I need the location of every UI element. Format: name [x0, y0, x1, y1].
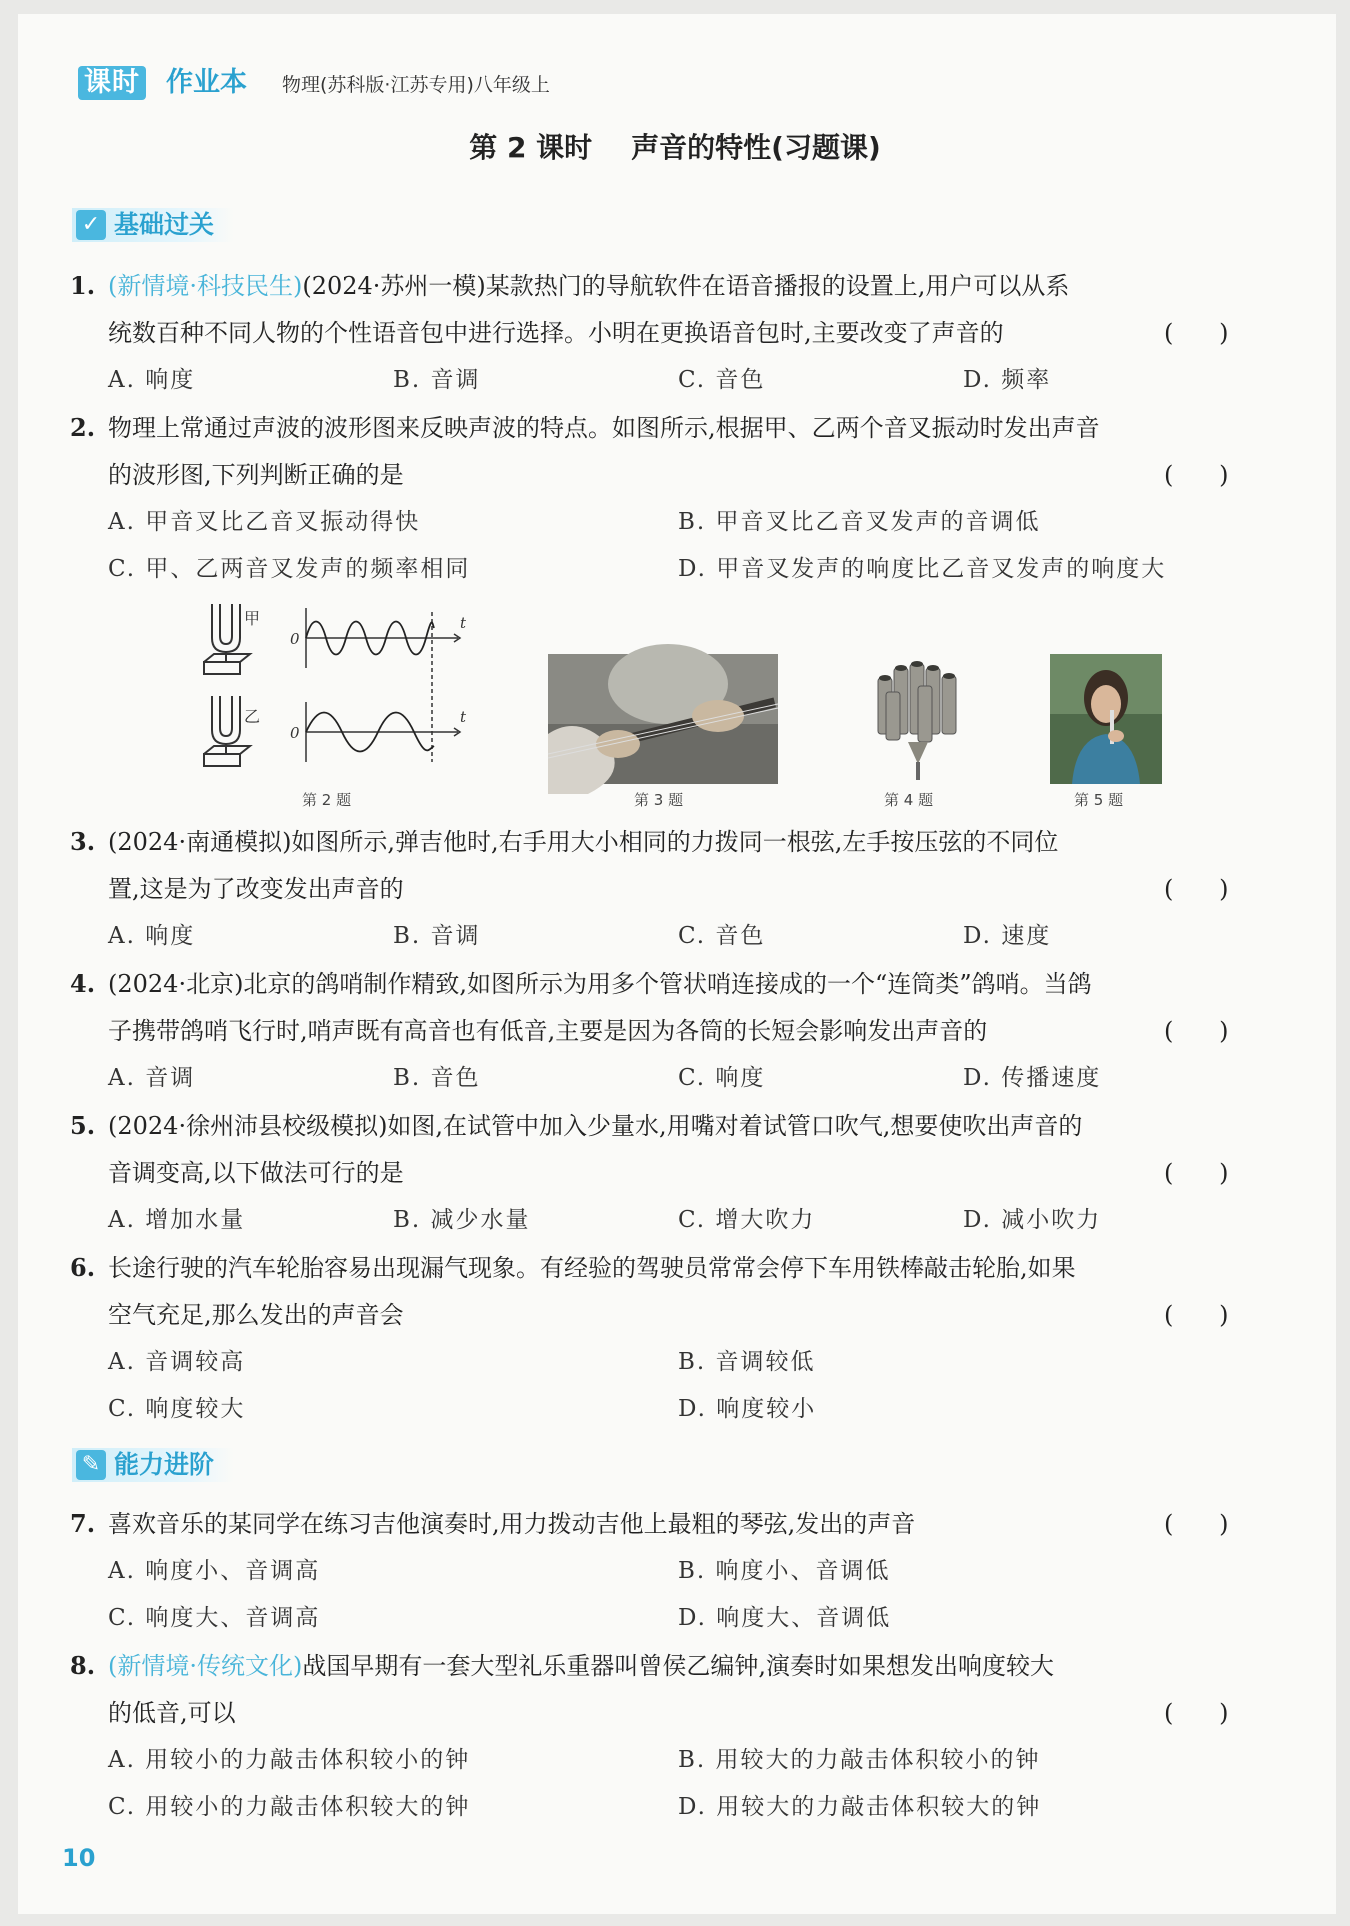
question-2-option-a[interactable]: A. 甲音叉比乙音叉振动得快 [108, 509, 421, 535]
figure-caption-q3: 第 3 题 [634, 791, 684, 809]
question-3-answer-blank[interactable]: ( ) [1164, 875, 1229, 903]
question-8-option-d[interactable]: D. 用较大的力敲击体积较大的钟 [678, 1794, 1042, 1820]
question-6-line-2: 空气充足,那么发出的声音会 [108, 1301, 404, 1329]
question-7-option-d[interactable]: D. 响度大、音调低 [678, 1605, 892, 1631]
brand-logo-box: 课时 [78, 66, 146, 100]
section-label-advanced: 能力进阶 [114, 1450, 215, 1479]
question-7-line-1: 喜欢音乐的某同学在练习吉他演奏时,用力拨动吉他上最粗的琴弦,发出的声音 [108, 1510, 916, 1538]
question-6-option-b[interactable]: B. 音调较低 [678, 1349, 816, 1375]
question-5-option-b[interactable]: B. 减少水量 [393, 1207, 531, 1233]
figure-caption-q2: 第 2 题 [302, 791, 352, 809]
question-5-line-1: (2024·徐州沛县校级模拟)如图,在试管中加入少量水,用嘴对着试管口吹气,想要使吹出声音的 [108, 1112, 1083, 1140]
question-4-line-1: (2024·北京)北京的鸽哨制作精致,如图所示为用多个管状哨连接成的一个“连筒类”鸽哨。当鸽 [108, 970, 1092, 998]
svg-text:t: t [460, 614, 467, 632]
question-6-answer-blank[interactable]: ( ) [1164, 1301, 1229, 1329]
question-8-answer-blank[interactable]: ( ) [1164, 1699, 1229, 1727]
question-8-line-1: (新情境·传统文化)战国早期有一套大型礼乐重器叫曾侯乙编钟,演奏时如果想发出响度较大 [108, 1652, 1054, 1680]
figure-caption-q5: 第 5 题 [1074, 791, 1124, 809]
question-8-number: 8. [70, 1651, 96, 1680]
question-8-option-c[interactable]: C. 用较小的力敲击体积较大的钟 [108, 1794, 471, 1820]
question-4-answer-blank[interactable]: ( ) [1164, 1017, 1229, 1045]
question-4-option-d[interactable]: D. 传播速度 [963, 1065, 1102, 1091]
question-4-line-2: 子携带鸽哨飞行时,哨声既有高音也有低音,主要是因为各筒的长短会影响发出声音的 [108, 1017, 988, 1045]
question-3-option-d[interactable]: D. 速度 [963, 923, 1052, 949]
question-4-option-b[interactable]: B. 音色 [393, 1065, 481, 1091]
question-5-option-d[interactable]: D. 减小吹力 [963, 1207, 1102, 1233]
question-1-line-1: (新情境·科技民生)(2024·苏州一模)某款热门的导航软件在语音播报的设置上,用户可以从系 [108, 272, 1070, 300]
lesson-title: 第 2 课时 声音的特性(习题课) [469, 131, 881, 164]
question-2-option-b[interactable]: B. 甲音叉比乙音叉发声的音调低 [678, 509, 1041, 535]
question-2-number: 2. [70, 413, 96, 442]
question-3-number: 3. [70, 827, 96, 856]
pencil-icon: ✎ [76, 1450, 106, 1480]
question-3-line-2: 置,这是为了改变发出声音的 [108, 875, 404, 903]
question-3-option-a[interactable]: A. 响度 [108, 923, 196, 949]
question-1-option-c[interactable]: C. 音色 [678, 367, 766, 393]
question-6-number: 6. [70, 1253, 96, 1282]
checkbox-icon: ✓ [76, 210, 106, 240]
question-1-option-a[interactable]: A. 响度 [108, 367, 196, 393]
fork-label-yi: 乙 [244, 707, 261, 726]
question-6-line-1: 长途行驶的汽车轮胎容易出现漏气现象。有经验的驾驶员常常会停下车用铁棒敲击轮胎,如果 [108, 1254, 1076, 1282]
section-header-basic [72, 208, 234, 242]
question-7-option-b[interactable]: B. 响度小、音调低 [678, 1558, 891, 1584]
question-4-option-c[interactable]: C. 响度 [678, 1065, 766, 1091]
figure-caption-q4: 第 4 题 [884, 791, 934, 809]
question-7-option-a[interactable]: A. 响度小、音调高 [108, 1558, 321, 1584]
guitar-photo [548, 654, 778, 784]
figure-tuning-fork-waveforms [190, 598, 480, 788]
question-6-option-d[interactable]: D. 响度较小 [678, 1396, 817, 1422]
question-6-option-c[interactable]: C. 响度较大 [108, 1396, 246, 1422]
question-1-line-2: 统数百种不同人物的个性语音包中进行选择。小明在更换语音包时,主要改变了声音的 [108, 319, 1004, 347]
question-2-line-1: 物理上常通过声波的波形图来反映声波的特点。如图所示,根据甲、乙两个音叉振动时发出声音 [108, 414, 1100, 442]
question-2-option-d[interactable]: D. 甲音叉发声的响度比乙音叉发声的响度大 [678, 556, 1167, 582]
question-2-answer-blank[interactable]: ( ) [1164, 461, 1229, 489]
question-3-option-c[interactable]: C. 音色 [678, 923, 766, 949]
brand-logo-text: 作业本 [166, 67, 247, 98]
question-3-line-1: (2024·南通模拟)如图所示,弹吉他时,右手用大小相同的力拨同一根弦,左手按压弦的不同位 [108, 828, 1059, 856]
svg-text:0: 0 [290, 724, 300, 742]
svg-text:0: 0 [290, 630, 300, 648]
question-1-option-d[interactable]: D. 频率 [963, 367, 1052, 393]
page-number: 10 [62, 1844, 96, 1872]
fork-label-jia: 甲 [244, 609, 261, 628]
question-3-option-b[interactable]: B. 音调 [393, 923, 481, 949]
question-5-answer-blank[interactable]: ( ) [1164, 1159, 1229, 1187]
question-8-tag: (新情境·传统文化) [108, 1652, 303, 1680]
question-7-number: 7. [70, 1509, 96, 1538]
svg-text:t: t [460, 708, 467, 726]
question-2-option-c[interactable]: C. 甲、乙两音叉发声的频率相同 [108, 556, 471, 582]
question-4-number: 4. [70, 969, 96, 998]
section-header-advanced [72, 1448, 234, 1482]
question-5-option-c[interactable]: C. 增大吹力 [678, 1207, 816, 1233]
question-5-line-2: 音调变高,以下做法可行的是 [108, 1159, 404, 1187]
question-1-number: 1. [70, 271, 96, 300]
section-label-basic: 基础过关 [114, 210, 215, 239]
question-1-answer-blank[interactable]: ( ) [1164, 319, 1229, 347]
question-1-option-b[interactable]: B. 音调 [393, 367, 481, 393]
question-7-answer-blank[interactable]: ( ) [1164, 1510, 1229, 1538]
subject-line: 物理(苏科版·江苏专用)八年级上 [282, 74, 550, 96]
question-8-line-2: 的低音,可以 [108, 1699, 236, 1727]
question-2-line-2: 的波形图,下列判断正确的是 [108, 461, 404, 489]
pigeon-whistle-photo [870, 656, 970, 784]
question-1-tag: (新情境·科技民生) [108, 272, 303, 300]
question-8-option-b[interactable]: B. 用较大的力敲击体积较小的钟 [678, 1747, 1041, 1773]
question-8-option-a[interactable]: A. 用较小的力敲击体积较小的钟 [108, 1747, 471, 1773]
question-4-option-a[interactable]: A. 音调 [108, 1065, 196, 1091]
question-5-number: 5. [70, 1111, 96, 1140]
question-5-option-a[interactable]: A. 增加水量 [108, 1207, 246, 1233]
girl-blowing-tube-photo [1050, 654, 1162, 784]
question-7-option-c[interactable]: C. 响度大、音调高 [108, 1605, 321, 1631]
question-6-option-a[interactable]: A. 音调较高 [108, 1349, 246, 1375]
